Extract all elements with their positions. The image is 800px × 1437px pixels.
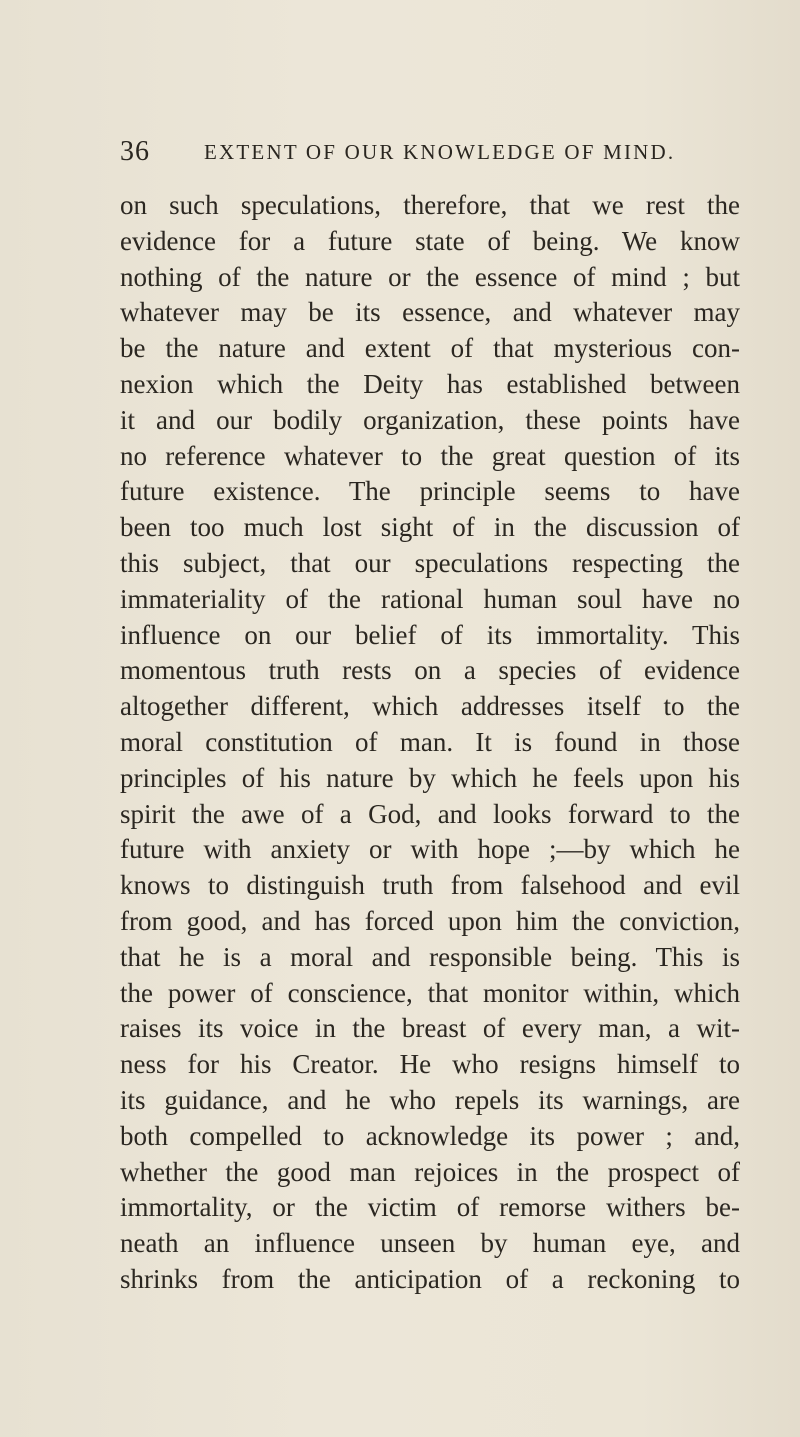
text-line: shrinks from the anticipation of a reckoning to bbox=[120, 1263, 740, 1294]
text-line: its guidance, and he who repels its warnings, are bbox=[120, 1084, 740, 1115]
text-line: that he is a moral and responsible being. This is bbox=[120, 941, 740, 972]
text-line: knows to distinguish truth from falsehood and evil bbox=[120, 870, 740, 901]
text-line: neath an influence unseen by human eye, and bbox=[120, 1228, 740, 1259]
page-number: 36 bbox=[120, 136, 150, 167]
text-line: evidence for a future state of being. We know bbox=[120, 225, 740, 256]
text-line: altogether different, which addresses itself to the bbox=[120, 691, 740, 722]
running-head bbox=[120, 136, 740, 176]
text-line: nexion which the Deity has established between bbox=[120, 368, 740, 399]
text-line: both compelled to acknowledge its power ; and, bbox=[120, 1120, 740, 1151]
text-line: it and our bodily organization, these points have bbox=[120, 404, 740, 435]
text-line: immortality, or the victim of remorse withers be- bbox=[120, 1192, 740, 1223]
body-text bbox=[120, 188, 740, 1298]
text-line: future existence. The principle seems to have bbox=[120, 476, 740, 507]
running-title: EXTENT OF OUR KNOWLEDGE OF MIND. bbox=[204, 140, 676, 164]
text-line: future with anxiety or with hope ;—by which he bbox=[120, 834, 740, 865]
text-line: principles of his nature by which he feels upon his bbox=[120, 762, 740, 793]
text-line: been too much lost sight of in the discussion of bbox=[120, 512, 740, 543]
text-line: from good, and has forced upon him the conviction, bbox=[120, 905, 740, 936]
text-line: no reference whatever to the great question of its bbox=[120, 440, 740, 471]
text-line: on such speculations, therefore, that we rest the bbox=[120, 190, 740, 220]
text-line: spirit the awe of a God, and looks forward to the bbox=[120, 798, 740, 829]
text-line: be the nature and extent of that mysterious con- bbox=[120, 333, 740, 364]
text-line: whether the good man rejoices in the prospect of bbox=[120, 1156, 740, 1187]
text-line: raises its voice in the breast of every man, a wit- bbox=[120, 1013, 740, 1044]
text-line: moral constitution of man. It is found in those bbox=[120, 726, 740, 757]
text-line: whatever may be its essence, and whatever may bbox=[120, 297, 740, 328]
text-line: influence on our belief of its immortality. This bbox=[120, 619, 740, 650]
text-line: ness for his Creator. He who resigns himself to bbox=[120, 1049, 740, 1080]
text-line: immateriality of the rational human soul have no bbox=[120, 583, 740, 614]
text-line: nothing of the nature or the essence of mind ; but bbox=[120, 261, 740, 292]
text-line: the power of conscience, that monitor within, which bbox=[120, 977, 740, 1008]
text-line: momentous truth rests on a species of evidence bbox=[120, 655, 740, 686]
text-line: this subject, that our speculations respecting the bbox=[120, 547, 740, 578]
